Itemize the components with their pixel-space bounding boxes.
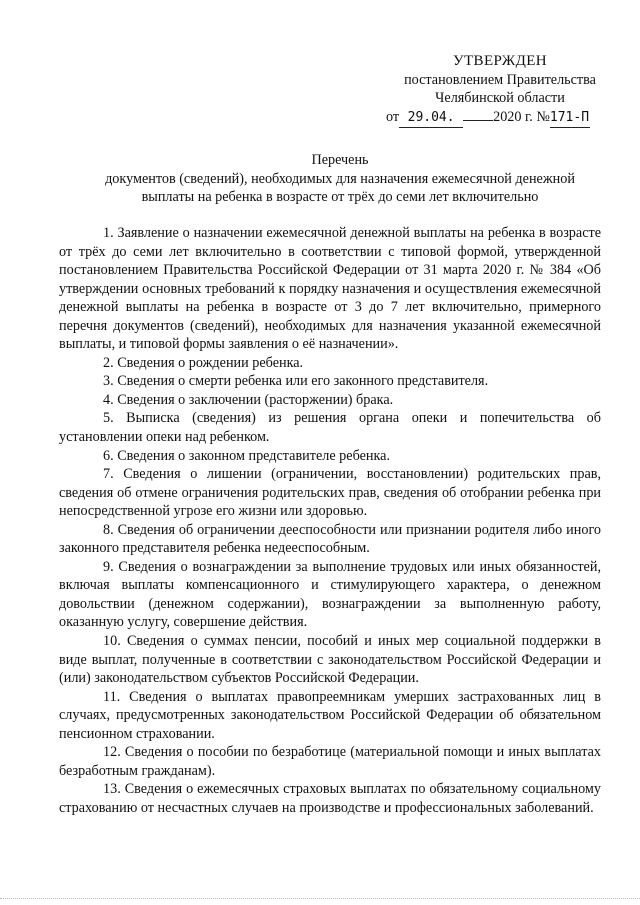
document-body	[59, 224, 601, 818]
list-item-13: 13. Сведения о ежемесячных страховых выплатах по обязательному социальному страхованию от несчастных случаев на производстве и профессиональных заболеваний.	[59, 781, 601, 816]
list-item-11: 11. Сведения о выплатах правопреемникам умерших застрахованных лиц в случаях, предусмотренных законодательством Российской Федерации об обязательном пенсионном страховании.	[59, 688, 601, 742]
handwritten-date: 29.04.	[407, 109, 455, 125]
list-item-6: 6. Сведения о законном представителе ребенка.	[103, 447, 391, 464]
list-item-8: 8. Сведения об ограничении дееспособности или признании родителя либо иного законного представителя ребенка недееспособным.	[59, 521, 601, 557]
heading-subtitle-line-2: выплаты на ребенка в возрасте от трёх до семи лет включительно	[141, 189, 539, 206]
list-item-5: 5. Выписка (сведения) из решения органа опеки и попечительства об установлении опеки над ребенком.	[59, 410, 601, 446]
list-item-1: 1. Заявление о назначении ежемесячной денежной выплаты на ребенка в возрасте от трёх до семи лет включительно в соответствии с типовой формой, утвержденной постановлением Правительства Российской Федерации от 31 марта 2020 г. № 384 «Об утверждении основных требований к порядку назначения и осуществления ежемесячной денежной выплаты на ребенка в возрасте от 3 до 7 лет включительно, примерного перечня документов (сведений), необходимых для назначения указанной ежемесячной выплаты, и типовой формы заявления о её назначении».	[59, 225, 601, 353]
approval-date-line	[380, 108, 620, 129]
approval-stamp	[380, 52, 620, 128]
list-item-3: 3. Сведения о смерти ребенка или его законного представителя.	[103, 373, 489, 390]
list-item-12: 12. Сведения о пособии по безработице (материальной помощи и иных выплатах безработным гражданам).	[59, 744, 601, 779]
list-item-9: 9. Сведения о вознаграждении за выполнение трудовых или иных обязанностей, включая выплаты компенсационного и стимулирующего характера, о денежном довольствии (денежном содержании), вознаграждении за выполненную работу, оказанную услугу, совершение действия.	[59, 558, 601, 631]
list-item-10: 10. Сведения о суммах пенсии, пособий и иных мер социальной поддержки в виде выплат, полученные в соответствии с законодательством Российской Федерации и (или) законодательством субъектов Российской Федерации.	[59, 633, 601, 687]
approval-title: УТВЕРЖДЕН	[452, 53, 548, 69]
list-item-4: 4. Сведения о заключении (расторжении) брака.	[103, 391, 394, 408]
date-prefix: от	[386, 108, 400, 125]
heading-title: Перечень	[311, 152, 369, 168]
approval-line-1: постановлением Правительства	[404, 71, 596, 88]
handwritten-number: 171-П	[549, 109, 590, 125]
list-item-2: 2. Сведения о рождении ребенка.	[103, 354, 304, 371]
approval-line-2: Челябинской области	[435, 90, 565, 106]
heading-subtitle-line-1: документов (сведений), необходимых для назначения ежемесячной денежной	[105, 170, 575, 187]
date-year: 2020 г. №	[493, 108, 550, 125]
scan-edge-marks	[0, 898, 640, 905]
document-heading	[60, 151, 620, 207]
list-item-7: 7. Сведения о лишении (ограничении, восстановлении) родительских прав, сведения об отмене ограничения родительских прав, сведения об отобрании ребенка при непосредственной угрозе его жизни или здоровью.	[59, 466, 601, 520]
